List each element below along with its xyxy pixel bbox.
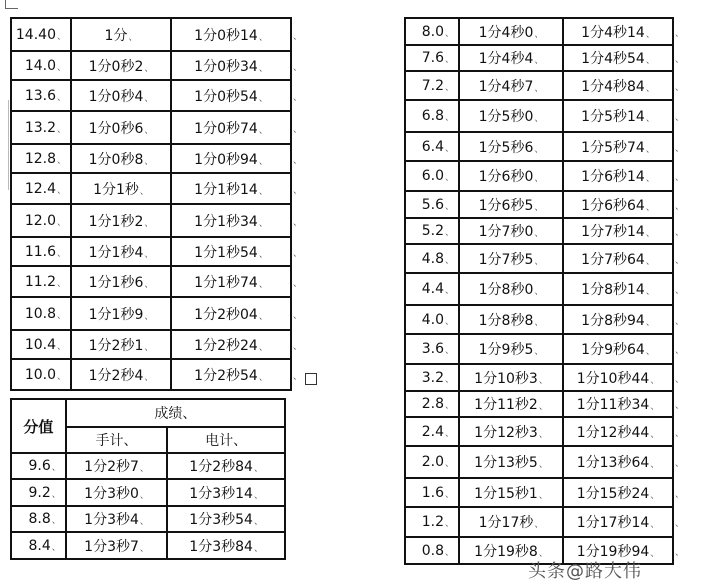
- table-row: [11, 18, 311, 51]
- hand-time-cell: 1分4秒0、: [459, 18, 563, 45]
- table-row: [11, 506, 285, 532]
- elec-time-cell: 1分0秒34、: [171, 51, 291, 80]
- row-end-mark: 、: [675, 228, 685, 238]
- hand-time-cell: 1分6秒5、: [459, 191, 563, 218]
- elec-time-cell: 1分12秒44、: [563, 417, 673, 446]
- elec-time-cell: 1分7秒64、: [563, 244, 673, 273]
- row-end-mark: 、: [675, 401, 685, 411]
- hand-time-cell: 1分8秒8、: [459, 305, 563, 334]
- hand-time-cell: 1分10秒3、: [459, 364, 563, 391]
- hand-time-cell: 1分2秒7、: [66, 453, 167, 479]
- row-end-mark: 、: [293, 248, 303, 259]
- row-end-mark: 、: [675, 428, 685, 439]
- hand-time-cell: 1分1秒9、: [71, 297, 171, 330]
- hand-time-cell: 1分2秒1、: [71, 330, 171, 359]
- elec-time-cell: 1分4秒84、: [563, 71, 673, 100]
- score-cell: 9.6、: [11, 453, 66, 479]
- score-cell: 9.2、: [11, 479, 66, 506]
- elec-time-cell: 1分5秒74、: [563, 132, 673, 161]
- hand-time-cell: 1分4秒7、: [459, 71, 563, 100]
- elec-time-cell: 1分13秒64、: [563, 446, 673, 478]
- corner-crop-mark: [5, 0, 18, 9]
- table-row: [405, 334, 693, 364]
- hand-time-cell: 1分1秒2、: [71, 204, 171, 237]
- score-cell: 5.2、: [405, 218, 459, 244]
- table-row: [405, 305, 693, 334]
- score-cell: 13.2、: [11, 111, 71, 144]
- score-cell: 4.4、: [405, 273, 459, 305]
- row-end-mark: 、: [293, 278, 303, 289]
- table-row: [11, 173, 311, 204]
- score-cell: 11.6、: [11, 237, 71, 266]
- elec-time-cell: 1分2秒24、: [171, 330, 291, 359]
- hand-time-cell: 1分1秒6、: [71, 266, 171, 297]
- elec-time-cell: 1分0秒14、: [171, 18, 291, 51]
- table-row: [11, 80, 311, 111]
- hand-time-cell: 1分12秒3、: [459, 417, 563, 446]
- hand-time-cell: 1分2秒4、: [71, 359, 171, 390]
- hand-time-cell: 1分15秒1、: [459, 478, 563, 507]
- hand-time-cell: 1分8秒0、: [459, 273, 563, 305]
- row-end-mark: 、: [675, 346, 685, 356]
- hand-time-cell: 1分、: [71, 18, 171, 51]
- table-row: [405, 218, 693, 244]
- margin-line: [8, 100, 9, 190]
- header-elec: 电计、: [167, 427, 285, 453]
- table-row: [11, 330, 311, 359]
- table-row: [11, 144, 311, 173]
- watermark: 头条@路大伟: [528, 561, 642, 582]
- header-result: 成绩、: [66, 399, 285, 427]
- score-cell: 13.6、: [11, 80, 71, 111]
- score-cell: 7.2、: [405, 71, 459, 100]
- score-cell: 10.8、: [11, 297, 71, 330]
- elec-time-cell: 1分6秒14、: [563, 161, 673, 191]
- table-row: [405, 478, 693, 507]
- elec-time-cell: 1分8秒14、: [563, 273, 673, 305]
- hand-time-cell: 1分17秒、: [459, 507, 563, 537]
- elec-time-cell: 1分8秒94、: [563, 305, 673, 334]
- score-cell: 7.6、: [405, 45, 459, 71]
- table-row: [405, 18, 693, 45]
- table-row: [405, 417, 693, 446]
- score-cell: 2.8、: [405, 391, 459, 417]
- table-row: [11, 453, 285, 479]
- row-end-mark: 、: [675, 55, 685, 65]
- elec-time-cell: 1分3秒84、: [167, 532, 285, 559]
- score-cell: 8.0、: [405, 18, 459, 45]
- row-end-mark: 、: [293, 185, 303, 196]
- score-cell: 12.8、: [11, 144, 71, 173]
- table-row: [405, 191, 693, 218]
- score-cell: 6.4、: [405, 132, 459, 161]
- header-hand: 手计、: [66, 427, 167, 453]
- table-resize-handle[interactable]: [305, 373, 317, 385]
- elec-time-cell: 1分1秒54、: [171, 237, 291, 266]
- elec-time-cell: 1分11秒34、: [563, 391, 673, 417]
- row-end-mark: 、: [675, 316, 685, 327]
- elec-time-cell: 1分0秒74、: [171, 111, 291, 144]
- elec-time-cell: 1分2秒04、: [171, 297, 291, 330]
- row-end-mark: 、: [293, 62, 303, 73]
- hand-time-cell: 1分3秒7、: [66, 532, 167, 559]
- hand-time-cell: 1分5秒0、: [459, 100, 563, 132]
- row-end-mark: 、: [675, 82, 685, 93]
- hand-time-cell: 1分3秒4、: [66, 506, 167, 532]
- table-row: [11, 479, 285, 506]
- elec-time-cell: 1分19秒94、: [563, 537, 673, 564]
- table-row: [405, 71, 693, 100]
- score-cell: 4.0、: [405, 305, 459, 334]
- hand-time-cell: 1分3秒0、: [66, 479, 167, 506]
- hand-time-cell: 1分6秒0、: [459, 161, 563, 191]
- row-end-mark: 、: [675, 201, 685, 212]
- score-cell: 14.0、: [11, 51, 71, 80]
- hand-time-cell: 1分7秒5、: [459, 244, 563, 273]
- row-end-mark: 、: [293, 92, 303, 103]
- elec-time-cell: 1分1秒34、: [171, 204, 291, 237]
- score-cell: 2.0、: [405, 446, 459, 478]
- score-cell: 6.8、: [405, 100, 459, 132]
- score-cell: 6.0、: [405, 161, 459, 191]
- elec-time-cell: 1分17秒14、: [563, 507, 673, 537]
- hand-time-cell: 1分4秒4、: [459, 45, 563, 71]
- row-end-mark: 、: [675, 28, 685, 39]
- row-end-mark: 、: [675, 286, 685, 296]
- table-row: [405, 244, 693, 273]
- table-row: [405, 364, 693, 391]
- elec-time-cell: 1分3秒14、: [167, 479, 285, 506]
- elec-time-cell: 1分15秒24、: [563, 478, 673, 507]
- table-row: [11, 266, 311, 297]
- score-cell: 2.4、: [405, 417, 459, 446]
- table-row: [11, 237, 311, 266]
- table-row: [405, 132, 693, 161]
- score-table-left-top: [10, 17, 312, 391]
- hand-time-cell: 1分0秒6、: [71, 111, 171, 144]
- table-row: [11, 111, 311, 144]
- score-cell: 12.0、: [11, 204, 71, 237]
- hand-time-cell: 1分0秒2、: [71, 51, 171, 80]
- row-end-mark: 、: [293, 217, 303, 228]
- elec-time-cell: 1分6秒64、: [563, 191, 673, 218]
- row-end-mark: 、: [675, 113, 685, 123]
- table-row: [11, 359, 311, 390]
- row-end-mark: 、: [675, 519, 685, 529]
- elec-time-cell: 1分9秒64、: [563, 334, 673, 364]
- hand-time-cell: 1分9秒5、: [459, 334, 563, 364]
- hand-time-cell: 1分13秒5、: [459, 446, 563, 478]
- hand-time-cell: 1分5秒6、: [459, 132, 563, 161]
- table-row: [405, 507, 693, 537]
- row-end-mark: 、: [675, 173, 685, 183]
- elec-time-cell: 1分10秒44、: [563, 364, 673, 391]
- score-cell: 14.40、: [11, 18, 71, 51]
- score-cell: 8.4、: [11, 532, 66, 559]
- row-end-mark: 、: [675, 547, 685, 558]
- hand-time-cell: 1分19秒8、: [459, 537, 563, 564]
- table-row: [405, 161, 693, 191]
- score-cell: 1.2、: [405, 507, 459, 537]
- score-cell: 10.0、: [11, 359, 71, 390]
- table-row: [405, 273, 693, 305]
- row-end-mark: 、: [293, 371, 303, 382]
- elec-time-cell: 1分0秒54、: [171, 80, 291, 111]
- hand-time-cell: 1分1秒、: [71, 173, 171, 204]
- score-cell: 10.4、: [11, 330, 71, 359]
- row-end-mark: 、: [675, 143, 685, 154]
- score-cell: 3.2、: [405, 364, 459, 391]
- header-score: 分值: [11, 399, 66, 453]
- elec-time-cell: 1分7秒14、: [563, 218, 673, 244]
- elec-time-cell: 1分4秒54、: [563, 45, 673, 71]
- row-end-mark: 、: [675, 255, 685, 266]
- row-end-mark: 、: [293, 124, 303, 135]
- score-cell: 1.6、: [405, 478, 459, 507]
- score-cell: 0.8、: [405, 537, 459, 564]
- elec-time-cell: 1分2秒84、: [167, 453, 285, 479]
- row-end-mark: 、: [293, 341, 303, 352]
- elec-time-cell: 1分1秒74、: [171, 266, 291, 297]
- elec-time-cell: 1分1秒14、: [171, 173, 291, 204]
- row-end-mark: 、: [675, 489, 685, 500]
- elec-time-cell: 1分2秒54、: [171, 359, 291, 390]
- table-row: [405, 446, 693, 478]
- score-cell: 4.8、: [405, 244, 459, 273]
- table-row: [405, 45, 693, 71]
- table-row: [11, 51, 311, 80]
- score-cell: 12.4、: [11, 173, 71, 204]
- table-row: [11, 204, 311, 237]
- row-end-mark: 、: [293, 155, 303, 166]
- table-row: [405, 100, 693, 132]
- row-end-mark: 、: [293, 310, 303, 321]
- elec-time-cell: 1分3秒54、: [167, 506, 285, 532]
- elec-time-cell: 1分5秒14、: [563, 100, 673, 132]
- hand-time-cell: 1分7秒0、: [459, 218, 563, 244]
- row-end-mark: 、: [675, 374, 685, 385]
- score-table-right: [404, 17, 694, 565]
- hand-time-cell: 1分0秒4、: [71, 80, 171, 111]
- score-cell: 8.8、: [11, 506, 66, 532]
- hand-time-cell: 1分11秒2、: [459, 391, 563, 417]
- score-table-left-bottom: [10, 398, 286, 560]
- table-row: [11, 532, 285, 559]
- row-end-mark: 、: [675, 459, 685, 469]
- elec-time-cell: 1分4秒14、: [563, 18, 673, 45]
- score-cell: 3.6、: [405, 334, 459, 364]
- elec-time-cell: 1分0秒94、: [171, 144, 291, 173]
- table-row: [405, 391, 693, 417]
- score-cell: 5.6、: [405, 191, 459, 218]
- score-cell: 11.2、: [11, 266, 71, 297]
- row-end-mark: 、: [293, 31, 303, 42]
- hand-time-cell: 1分0秒8、: [71, 144, 171, 173]
- hand-time-cell: 1分1秒4、: [71, 237, 171, 266]
- table-row: [11, 297, 311, 330]
